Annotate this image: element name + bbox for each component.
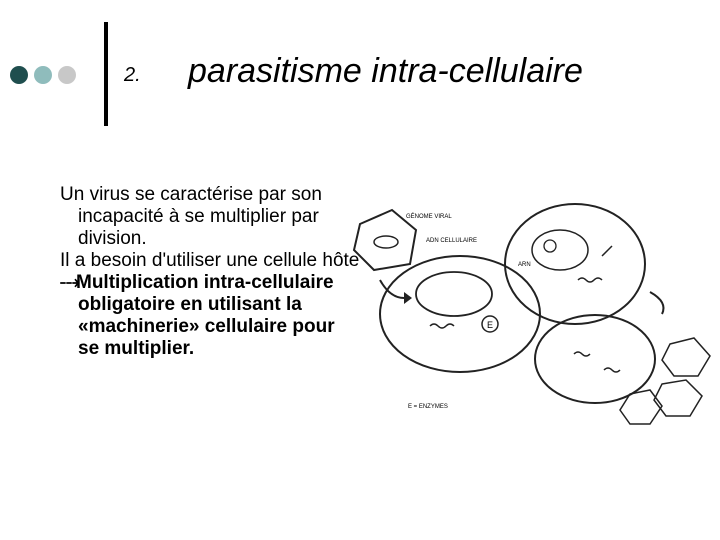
header-dots [10, 66, 76, 84]
arrowhead-icon [404, 292, 412, 304]
label-arn: ARN [518, 262, 531, 268]
release-cell-icon [535, 315, 655, 403]
header-divider [104, 22, 108, 126]
dot-teal [34, 66, 52, 84]
body-text [60, 184, 360, 360]
label-genome: GÉNOME VIRAL [406, 214, 452, 220]
label-enzymes: E = ENZYMES [408, 404, 448, 410]
bullet-icon: ⤏ [60, 272, 80, 293]
paragraph-multiplication [60, 272, 360, 360]
paragraph-multiplication-text: Multiplication intra-cellulaire obligatoire en utilisant la «machinerie» cellulaire pour se multiplier. [76, 272, 335, 359]
svg-text:E: E [487, 320, 494, 330]
page-title: parasitisme intra-cellulaire [188, 52, 583, 90]
label-adn: ADN CELLULAIRE [426, 238, 478, 244]
virus-cycle-figure [350, 184, 720, 434]
released-virions-icon [620, 338, 710, 424]
arrow-right-icon [650, 292, 664, 314]
paragraph-host: Il a besoin d'utiliser une cellule hôte [60, 250, 360, 271]
paragraph-virus: Un virus se caractérise par son incapacité à se multiplier par division. [60, 184, 322, 249]
dot-dark [10, 66, 28, 84]
section-number: 2. [124, 64, 141, 86]
host-cell-icon [380, 256, 540, 372]
dot-gray [58, 66, 76, 84]
